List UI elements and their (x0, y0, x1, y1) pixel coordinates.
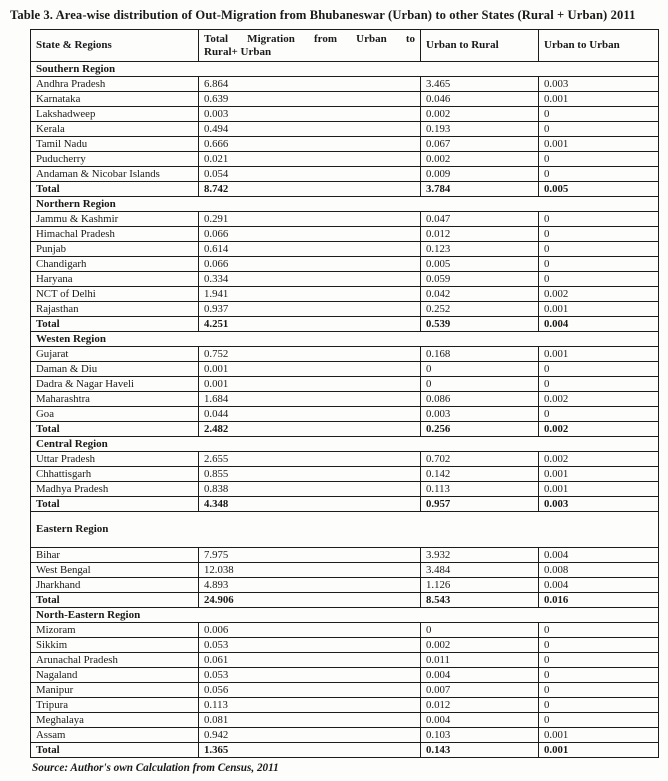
urban-to-urban-value-cell: 0.002 (539, 452, 659, 467)
table-title: Table 3. Area-wise distribution of Out-Migration from Bhubaneswar (Urban) to other States (Rural + Urban) 2011 (10, 8, 636, 22)
state-name-cell: Mizoram (31, 623, 199, 638)
state-row (31, 362, 659, 377)
state-row (31, 638, 659, 653)
header-total-migration (199, 30, 421, 62)
total-migration-value-cell: 0.054 (199, 167, 421, 182)
state-row (31, 392, 659, 407)
urban-to-urban-value-cell: 0 (539, 407, 659, 422)
state-row (31, 77, 659, 92)
urban-to-rural-value-cell: 0.086 (421, 392, 539, 407)
total-label-cell: Total (31, 497, 199, 512)
urban-to-rural-value-cell: 0.004 (421, 713, 539, 728)
urban-to-rural-value-cell: 0.252 (421, 302, 539, 317)
total-migration-value-cell: 0.752 (199, 347, 421, 362)
urban-to-rural-value-cell: 0.011 (421, 653, 539, 668)
urban-to-urban-value-cell: 0 (539, 107, 659, 122)
state-row (31, 623, 659, 638)
total-migration-value-cell: 0.001 (199, 377, 421, 392)
urban-to-rural-value-cell: 0.168 (421, 347, 539, 362)
state-name-cell: Gujarat (31, 347, 199, 362)
urban-to-urban-total-cell: 0.004 (539, 317, 659, 332)
urban-to-urban-value-cell: 0 (539, 683, 659, 698)
urban-to-rural-value-cell: 0.067 (421, 137, 539, 152)
region-total-row (31, 422, 659, 437)
urban-to-rural-value-cell: 0.003 (421, 407, 539, 422)
total-label-cell: Total (31, 422, 199, 437)
urban-to-urban-value-cell: 0 (539, 242, 659, 257)
urban-to-rural-value-cell: 0.193 (421, 122, 539, 137)
region-name: Northern Region (31, 197, 659, 212)
state-row (31, 668, 659, 683)
total-migration-total-cell: 2.482 (199, 422, 421, 437)
urban-to-urban-value-cell: 0 (539, 167, 659, 182)
urban-to-urban-value-cell: 0 (539, 668, 659, 683)
state-name-cell: Tamil Nadu (31, 137, 199, 152)
urban-to-urban-value-cell: 0.004 (539, 578, 659, 593)
urban-to-rural-value-cell: 0.002 (421, 107, 539, 122)
region-header-row (31, 437, 659, 452)
urban-to-rural-value-cell: 0 (421, 362, 539, 377)
region-total-row (31, 182, 659, 197)
region-header-row (31, 62, 659, 77)
state-name-cell: Rajasthan (31, 302, 199, 317)
region-total-row (31, 743, 659, 758)
total-migration-value-cell: 0.113 (199, 698, 421, 713)
state-name-cell: Daman & Diu (31, 362, 199, 377)
state-name-cell: Lakshadweep (31, 107, 199, 122)
urban-to-urban-total-cell: 0.005 (539, 182, 659, 197)
urban-to-urban-value-cell: 0 (539, 152, 659, 167)
state-name-cell: Arunachal Pradesh (31, 653, 199, 668)
state-name-cell: Punjab (31, 242, 199, 257)
state-name-cell: Meghalaya (31, 713, 199, 728)
urban-to-urban-value-cell: 0 (539, 713, 659, 728)
state-name-cell: Maharashtra (31, 392, 199, 407)
total-label-cell: Total (31, 317, 199, 332)
state-row (31, 122, 659, 137)
total-migration-value-cell: 2.655 (199, 452, 421, 467)
state-row (31, 92, 659, 107)
region-header-row (31, 197, 659, 212)
urban-to-urban-value-cell: 0 (539, 227, 659, 242)
total-migration-value-cell: 0.003 (199, 107, 421, 122)
region-total-row (31, 497, 659, 512)
urban-to-urban-value-cell: 0 (539, 377, 659, 392)
state-row (31, 467, 659, 482)
state-row (31, 563, 659, 578)
total-migration-value-cell: 0.942 (199, 728, 421, 743)
state-row (31, 548, 659, 563)
state-name-cell: Jharkhand (31, 578, 199, 593)
urban-to-rural-value-cell: 0 (421, 623, 539, 638)
total-migration-value-cell: 0.494 (199, 122, 421, 137)
urban-to-urban-total-cell: 0.016 (539, 593, 659, 608)
urban-to-rural-total-cell: 8.543 (421, 593, 539, 608)
urban-to-rural-value-cell: 0.009 (421, 167, 539, 182)
state-row (31, 347, 659, 362)
total-migration-value-cell: 0.053 (199, 638, 421, 653)
state-name-cell: Chhattisgarh (31, 467, 199, 482)
state-row (31, 698, 659, 713)
state-name-cell: Sikkim (31, 638, 199, 653)
urban-to-urban-value-cell: 0 (539, 623, 659, 638)
header-urban-to-urban: Urban to Urban (539, 30, 659, 62)
state-row (31, 212, 659, 227)
region-name: Westen Region (31, 332, 659, 347)
urban-to-urban-value-cell: 0.001 (539, 92, 659, 107)
region-header-row (31, 332, 659, 347)
urban-to-rural-total-cell: 0.957 (421, 497, 539, 512)
total-migration-value-cell: 0.053 (199, 668, 421, 683)
urban-to-rural-value-cell: 0.007 (421, 683, 539, 698)
state-name-cell: Goa (31, 407, 199, 422)
header-state-regions: State & Regions (31, 30, 199, 62)
total-migration-value-cell: 0.614 (199, 242, 421, 257)
urban-to-rural-value-cell: 0.059 (421, 272, 539, 287)
total-migration-value-cell: 6.864 (199, 77, 421, 92)
urban-to-rural-value-cell: 0.012 (421, 698, 539, 713)
urban-to-rural-value-cell: 3.484 (421, 563, 539, 578)
urban-to-rural-value-cell: 0.002 (421, 638, 539, 653)
state-name-cell: Chandigarh (31, 257, 199, 272)
urban-to-urban-value-cell: 0.001 (539, 467, 659, 482)
urban-to-rural-value-cell: 0.005 (421, 257, 539, 272)
table-body (31, 62, 659, 758)
state-name-cell: Manipur (31, 683, 199, 698)
state-name-cell: Andhra Pradesh (31, 77, 199, 92)
urban-to-rural-value-cell: 0.004 (421, 668, 539, 683)
total-migration-value-cell: 1.684 (199, 392, 421, 407)
urban-to-urban-value-cell: 0 (539, 653, 659, 668)
urban-to-rural-value-cell: 0.702 (421, 452, 539, 467)
total-label-cell: Total (31, 593, 199, 608)
urban-to-rural-value-cell: 0.103 (421, 728, 539, 743)
state-name-cell: Andaman & Nicobar Islands (31, 167, 199, 182)
urban-to-urban-value-cell: 0.003 (539, 77, 659, 92)
total-migration-total-cell: 1.365 (199, 743, 421, 758)
state-name-cell: NCT of Delhi (31, 287, 199, 302)
state-row (31, 287, 659, 302)
urban-to-urban-value-cell: 0.001 (539, 482, 659, 497)
state-row (31, 227, 659, 242)
urban-to-rural-value-cell: 0.047 (421, 212, 539, 227)
urban-to-urban-value-cell: 0 (539, 272, 659, 287)
total-migration-value-cell: 4.893 (199, 578, 421, 593)
total-migration-value-cell: 0.855 (199, 467, 421, 482)
urban-to-urban-value-cell: 0 (539, 362, 659, 377)
region-total-row (31, 593, 659, 608)
urban-to-urban-value-cell: 0.008 (539, 563, 659, 578)
state-row (31, 152, 659, 167)
total-migration-value-cell: 0.061 (199, 653, 421, 668)
total-migration-value-cell: 0.081 (199, 713, 421, 728)
state-name-cell: Jammu & Kashmir (31, 212, 199, 227)
urban-to-rural-value-cell: 0.042 (421, 287, 539, 302)
state-name-cell: Assam (31, 728, 199, 743)
state-row (31, 407, 659, 422)
total-migration-total-cell: 4.251 (199, 317, 421, 332)
urban-to-rural-total-cell: 3.784 (421, 182, 539, 197)
urban-to-urban-value-cell: 0 (539, 698, 659, 713)
urban-to-urban-value-cell: 0.001 (539, 347, 659, 362)
urban-to-rural-value-cell: 0.012 (421, 227, 539, 242)
urban-to-rural-value-cell: 0 (421, 377, 539, 392)
total-migration-value-cell: 0.006 (199, 623, 421, 638)
urban-to-rural-value-cell: 1.126 (421, 578, 539, 593)
urban-to-urban-total-cell: 0.003 (539, 497, 659, 512)
state-row (31, 107, 659, 122)
total-migration-value-cell: 0.066 (199, 227, 421, 242)
state-name-cell: Puducherry (31, 152, 199, 167)
state-name-cell: Tripura (31, 698, 199, 713)
region-header-row (31, 512, 659, 548)
urban-to-urban-value-cell: 0 (539, 257, 659, 272)
state-row (31, 713, 659, 728)
urban-to-urban-value-cell: 0 (539, 122, 659, 137)
state-name-cell: West Bengal (31, 563, 199, 578)
state-row (31, 728, 659, 743)
urban-to-urban-value-cell: 0 (539, 212, 659, 227)
state-row (31, 653, 659, 668)
total-migration-value-cell: 12.038 (199, 563, 421, 578)
urban-to-rural-value-cell: 0.002 (421, 152, 539, 167)
state-row (31, 302, 659, 317)
urban-to-urban-value-cell: 0.001 (539, 137, 659, 152)
urban-to-rural-total-cell: 0.539 (421, 317, 539, 332)
total-migration-value-cell: 0.021 (199, 152, 421, 167)
region-total-row (31, 317, 659, 332)
total-migration-total-cell: 24.906 (199, 593, 421, 608)
total-migration-value-cell: 0.066 (199, 257, 421, 272)
state-row (31, 683, 659, 698)
urban-to-urban-total-cell: 0.001 (539, 743, 659, 758)
urban-to-rural-value-cell: 0.046 (421, 92, 539, 107)
total-migration-value-cell: 7.975 (199, 548, 421, 563)
region-name: Eastern Region (31, 512, 659, 548)
urban-to-rural-value-cell: 3.465 (421, 77, 539, 92)
region-name: Central Region (31, 437, 659, 452)
total-migration-value-cell: 1.941 (199, 287, 421, 302)
header-urban-to-rural: Urban to Rural (421, 30, 539, 62)
state-row (31, 242, 659, 257)
total-migration-value-cell: 0.334 (199, 272, 421, 287)
urban-to-rural-value-cell: 0.113 (421, 482, 539, 497)
state-name-cell: Kerala (31, 122, 199, 137)
state-name-cell: Bihar (31, 548, 199, 563)
state-name-cell: Madhya Pradesh (31, 482, 199, 497)
urban-to-urban-total-cell: 0.002 (539, 422, 659, 437)
migration-table (30, 29, 659, 758)
state-row (31, 257, 659, 272)
urban-to-rural-value-cell: 0.123 (421, 242, 539, 257)
total-migration-value-cell: 0.056 (199, 683, 421, 698)
state-name-cell: Karnataka (31, 92, 199, 107)
urban-to-rural-value-cell: 0.142 (421, 467, 539, 482)
region-name: North-Eastern Region (31, 608, 659, 623)
total-label-cell: Total (31, 743, 199, 758)
total-migration-value-cell: 0.291 (199, 212, 421, 227)
urban-to-rural-total-cell: 0.256 (421, 422, 539, 437)
state-name-cell: Haryana (31, 272, 199, 287)
state-row (31, 452, 659, 467)
urban-to-urban-value-cell: 0.002 (539, 392, 659, 407)
total-migration-total-cell: 4.348 (199, 497, 421, 512)
state-name-cell: Dadra & Nagar Haveli (31, 377, 199, 392)
total-migration-value-cell: 0.666 (199, 137, 421, 152)
urban-to-urban-value-cell: 0.002 (539, 287, 659, 302)
state-name-cell: Uttar Pradesh (31, 452, 199, 467)
total-migration-value-cell: 0.937 (199, 302, 421, 317)
region-header-row (31, 608, 659, 623)
state-row (31, 482, 659, 497)
total-migration-value-cell: 0.639 (199, 92, 421, 107)
state-name-cell: Nagaland (31, 668, 199, 683)
state-row (31, 272, 659, 287)
total-migration-value-cell: 0.044 (199, 407, 421, 422)
urban-to-rural-total-cell: 0.143 (421, 743, 539, 758)
total-migration-value-cell: 0.838 (199, 482, 421, 497)
header-row (31, 30, 659, 62)
urban-to-rural-value-cell: 3.932 (421, 548, 539, 563)
urban-to-urban-value-cell: 0.001 (539, 302, 659, 317)
table-header (31, 30, 659, 62)
state-row (31, 578, 659, 593)
state-row (31, 137, 659, 152)
header-total-migration-line2: Rural+ Urban (204, 45, 272, 58)
total-label-cell: Total (31, 182, 199, 197)
header-total-migration-line1: Total Migration from Urban to (204, 32, 415, 45)
state-row (31, 167, 659, 182)
region-name: Southern Region (31, 62, 659, 77)
urban-to-urban-value-cell: 0.001 (539, 728, 659, 743)
state-row (31, 377, 659, 392)
urban-to-urban-value-cell: 0.004 (539, 548, 659, 563)
total-migration-total-cell: 8.742 (199, 182, 421, 197)
total-migration-value-cell: 0.001 (199, 362, 421, 377)
urban-to-urban-value-cell: 0 (539, 638, 659, 653)
source-note: Source: Author's own Calculation from Census, 2011 (32, 762, 279, 774)
state-name-cell: Himachal Pradesh (31, 227, 199, 242)
